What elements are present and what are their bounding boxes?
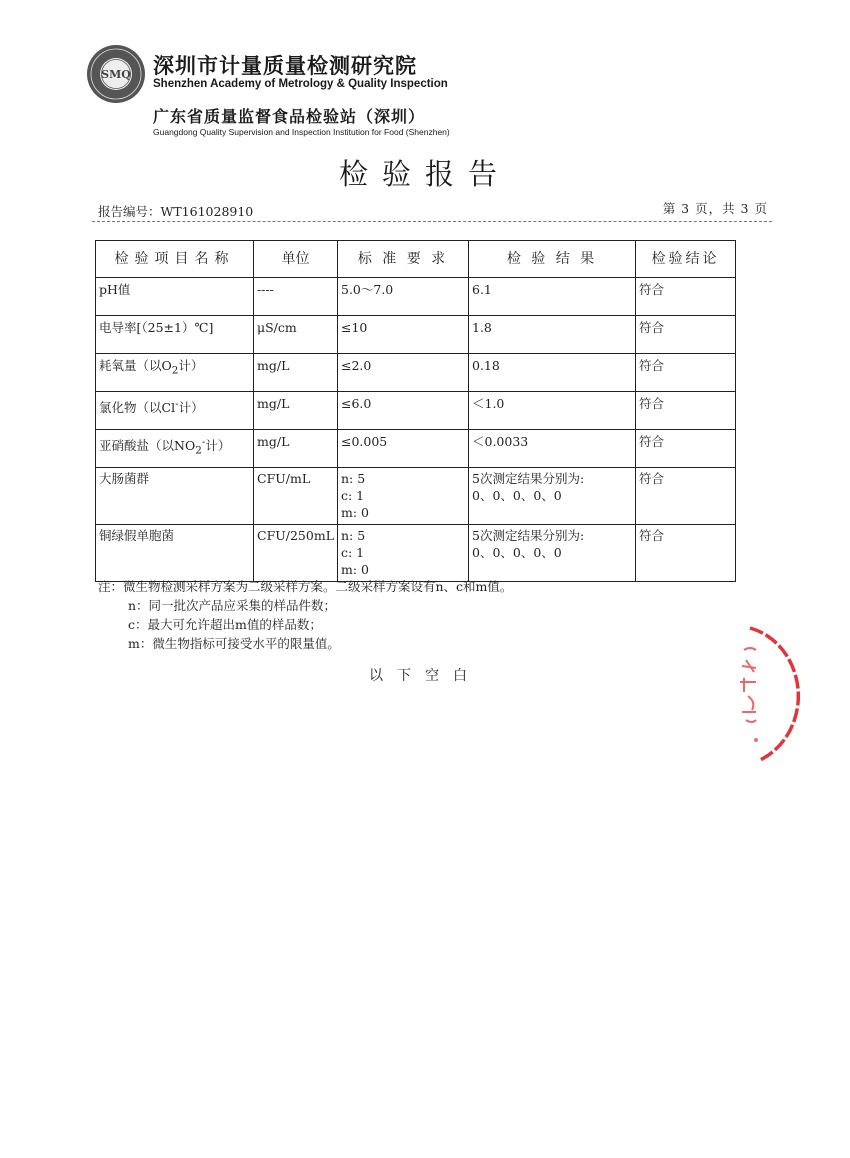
subscript: 2 (195, 444, 202, 457)
report-title: 检验报告 (338, 157, 511, 191)
cell-item (96, 354, 254, 392)
cell-standard: ≤10 (338, 316, 469, 354)
cell-standard (338, 525, 469, 582)
header-result: 检 验 结 果 (469, 241, 636, 278)
standard-line: m: 0 (341, 505, 369, 520)
cell-conclusion: 符合 (636, 316, 736, 354)
cell-conclusion: 符合 (636, 278, 736, 316)
standard-line: n: 5 (341, 528, 366, 543)
superscript: - (201, 436, 206, 448)
result-line: 0、0、0、0、0 (472, 488, 562, 503)
cell-result: 1.8 (469, 316, 636, 354)
cell-item (96, 392, 254, 430)
logo-text: SMQ (101, 68, 131, 81)
blank-below-mark: 以下空白 (369, 668, 481, 684)
cell-conclusion: 符合 (636, 430, 736, 468)
cell-result: ＜1.0 (469, 392, 636, 430)
item-text-suffix: 计） (178, 400, 204, 416)
cell-unit: CFU/250mL (254, 525, 338, 582)
cell-conclusion: 符合 (636, 525, 736, 582)
org-name-cn-secondary: 广东省质量监督食品检验站（深圳） (153, 107, 426, 126)
superscript: - (175, 398, 179, 410)
institute-logo-seal (86, 44, 146, 104)
item-text: 氯化物（以Cl (99, 400, 176, 416)
standard-line: m: 0 (341, 562, 369, 577)
cell-unit: CFU/mL (254, 468, 338, 525)
cell-result (469, 468, 636, 525)
page-indicator: 第 3 页，共 3 页 (662, 201, 768, 216)
cell-standard: ≤6.0 (338, 392, 469, 430)
table-row (96, 354, 736, 392)
standard-line: c: 1 (341, 545, 365, 560)
table-row (96, 525, 736, 582)
cell-result: 6.1 (469, 278, 636, 316)
result-line: 5次测定结果分别为: (472, 528, 585, 543)
note-n: n：同一批次产品应采集的样品件数； (128, 598, 337, 613)
cell-item: 大肠菌群 (96, 468, 254, 525)
cell-unit: mg/L (254, 354, 338, 392)
subscript: 2 (171, 364, 179, 377)
item-text-suffix: 计） (178, 358, 204, 373)
table-header-row (96, 241, 736, 278)
result-line: 0、0、0、0、0 (472, 545, 562, 560)
cell-unit: ---- (254, 278, 338, 316)
cell-item: 电导率[（25±1）℃] (96, 316, 254, 354)
cell-result: 0.18 (469, 354, 636, 392)
item-text: 耗氧量（以O (99, 358, 172, 373)
cell-standard: ≤2.0 (338, 354, 469, 392)
org-name-cn-primary: 深圳市计量质量检测研究院 (153, 54, 417, 78)
note-main: 注：微生物检测采样方案为二级采样方案。二级采样方案设有n、c和m值。 (98, 579, 513, 594)
header-conclusion: 检验结论 (636, 241, 736, 278)
cell-result: ＜0.0033 (469, 430, 636, 468)
official-stamp-icon (720, 620, 830, 770)
cell-conclusion: 符合 (636, 468, 736, 525)
cell-conclusion: 符合 (636, 392, 736, 430)
standard-line: c: 1 (341, 488, 365, 503)
item-text-suffix: 计） (205, 438, 231, 454)
cell-unit: μS/cm (254, 316, 338, 354)
inspection-results-table (95, 240, 736, 582)
item-text: 亚硝酸盐（以NO (99, 438, 196, 454)
cell-unit: mg/L (254, 430, 338, 468)
table-row (96, 392, 736, 430)
cell-standard: 5.0～7.0 (338, 278, 469, 316)
header-item-name: 检验项目名称 (96, 241, 254, 278)
cell-item: pH值 (96, 278, 254, 316)
table-row (96, 468, 736, 525)
standard-line: n: 5 (341, 471, 366, 486)
cell-standard: ≤0.005 (338, 430, 469, 468)
table-row (96, 316, 736, 354)
table-row (96, 278, 736, 316)
cell-result (469, 525, 636, 582)
header-unit: 单位 (254, 241, 338, 278)
cell-item (96, 430, 254, 468)
org-name-en-secondary: Guangdong Quality Supervision and Inspection Institution for Food (Shenzhen) (153, 127, 450, 137)
cell-item: 铜绿假单胞菌 (96, 525, 254, 582)
header-standard: 标 准 要 求 (338, 241, 469, 278)
note-c: c：最大可允许超出m值的样品数； (128, 617, 322, 632)
org-name-en-primary: Shenzhen Academy of Metrology & Quality Inspection (153, 78, 448, 90)
cell-conclusion: 符合 (636, 354, 736, 392)
cell-standard (338, 468, 469, 525)
notes-section (98, 577, 512, 653)
table-row (96, 430, 736, 468)
cell-unit: mg/L (254, 392, 338, 430)
note-m: m：微生物指标可接受水平的限量值。 (128, 636, 340, 651)
header-divider (92, 221, 772, 222)
result-line: 5次测定结果分别为: (472, 471, 585, 486)
report-number: 报告编号：WT161028910 (98, 204, 254, 219)
